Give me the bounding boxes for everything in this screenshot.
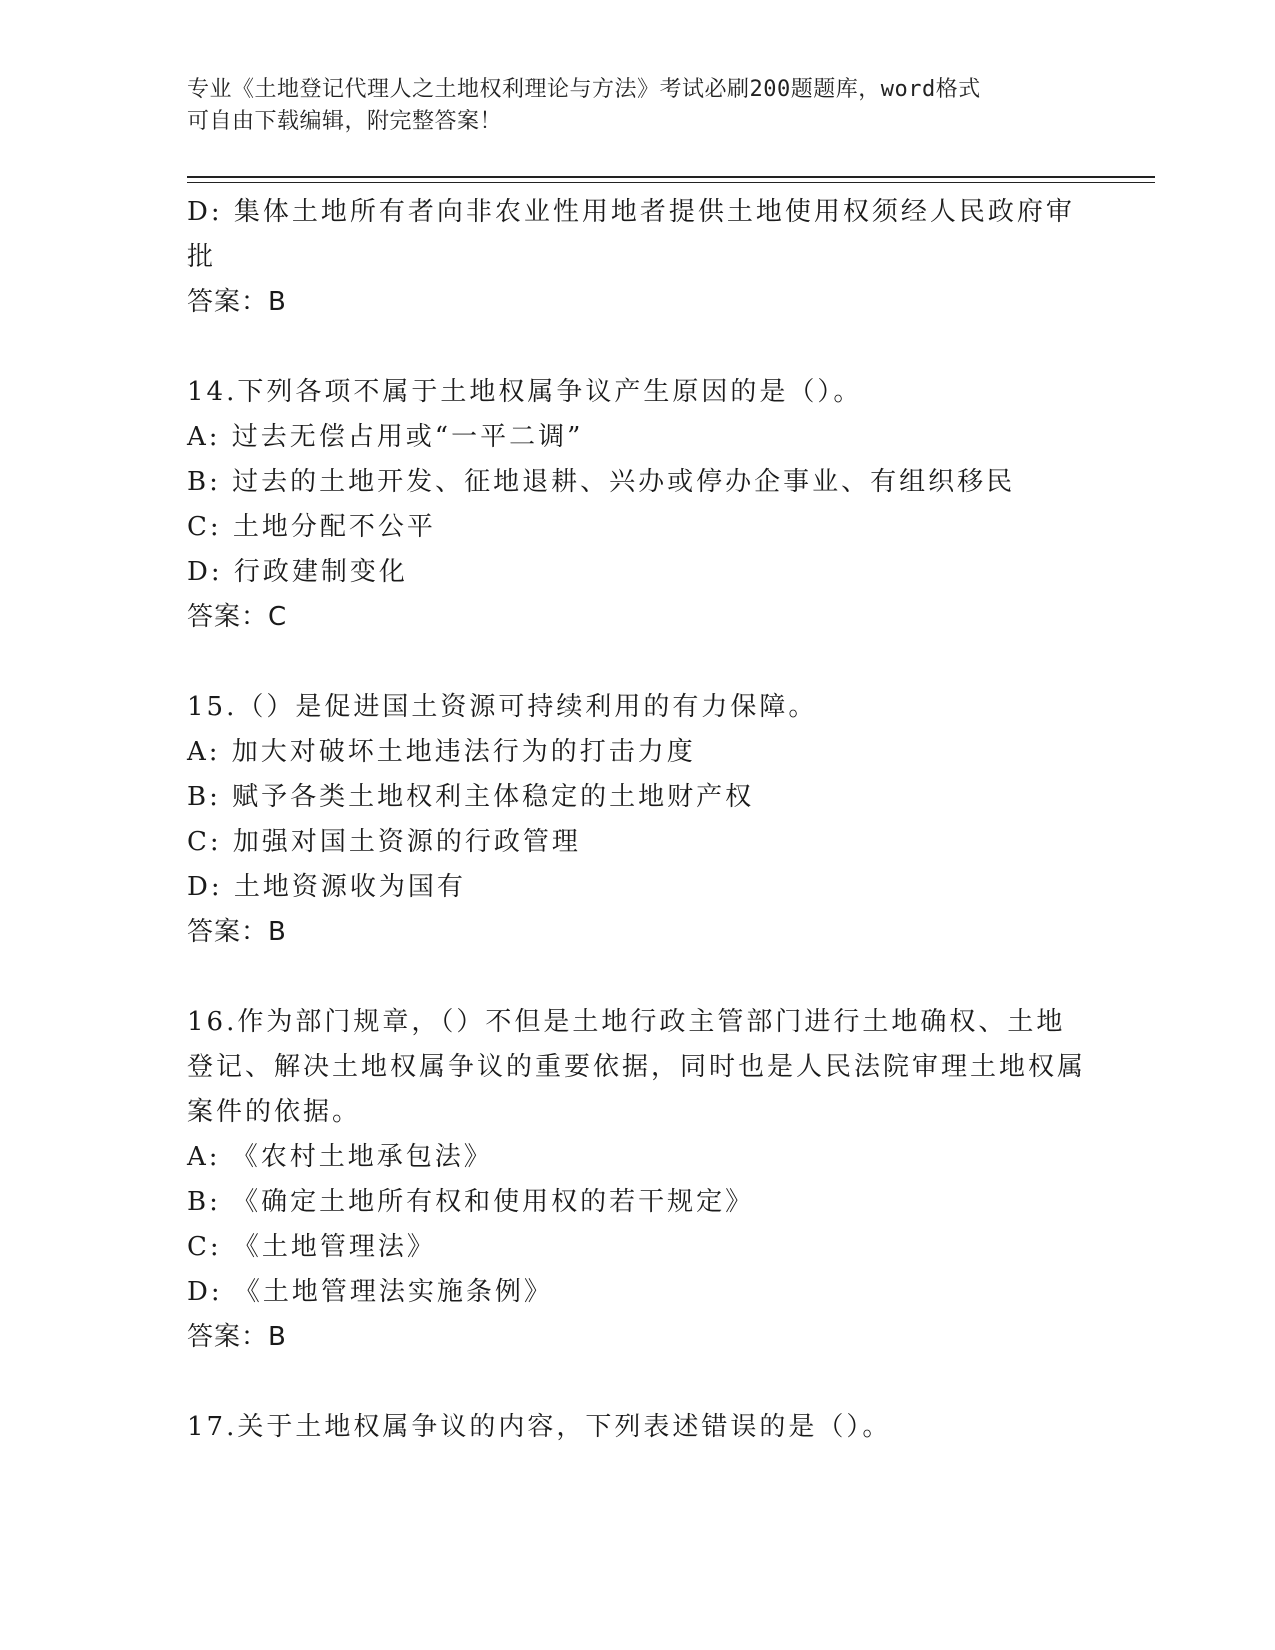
option-d: D: 土地资源收为国有 [187,872,466,902]
question-stem: 14.下列各项不属于土地权属争议产生原因的是（）。 [187,377,863,407]
answer-line: 答案：B [187,917,287,947]
answer-line: 答案：B [187,1322,287,1352]
question-stem: 15.（）是促进国土资源可持续利用的有力保障。 [187,692,818,722]
question-14 [187,370,1087,640]
question-15 [187,685,1087,955]
page-header [187,74,1067,138]
question-stem: 16.作为部门规章，（）不但是土地行政主管部门进行土地确权、土地登记、解决土地权属争议的重要依据，同时也是人民法院审理土地权属案件的依据。 [187,1007,1087,1127]
option-a: A: 过去无偿占用或“一平二调” [187,422,584,452]
option-d: D: 行政建制变化 [187,557,408,587]
question-stem: 17.关于土地权属争议的内容，下列表述错误的是（）。 [187,1412,892,1442]
question-17 [187,1405,1087,1450]
option-c: C: 《土地管理法》 [187,1232,436,1262]
option-d: D: 集体土地所有者向非农业性用地者提供土地使用权须经人民政府审批 [187,197,1075,272]
continued-question [187,190,1087,325]
header-rule-thin [187,182,1155,183]
option-b: B: 赋予各类土地权利主体稳定的土地财产权 [187,782,755,812]
option-c: C: 土地分配不公平 [187,512,436,542]
option-c: C: 加强对国土资源的行政管理 [187,827,581,857]
option-d: D: 《土地管理法实施条例》 [187,1277,553,1307]
option-a: A: 《农村土地承包法》 [187,1142,493,1172]
option-b: B: 过去的土地开发、征地退耕、兴办或停办企事业、有组织移民 [187,467,1016,497]
answer-line: 答案：C [187,602,288,632]
option-b: B: 《确定土地所有权和使用权的若干规定》 [187,1187,755,1217]
question-16 [187,1000,1087,1360]
answer-line: 答案：B [187,287,287,317]
header-line-1: 专业《土地登记代理人之土地权利理论与方法》考试必刷200题题库，word格式 [187,77,981,102]
document-body [187,190,1087,1450]
header-rule-thick [187,176,1155,178]
option-a: A: 加大对破坏土地违法行为的打击力度 [187,737,696,767]
header-line-2: 可自由下载编辑，附完整答案！ [187,109,503,134]
